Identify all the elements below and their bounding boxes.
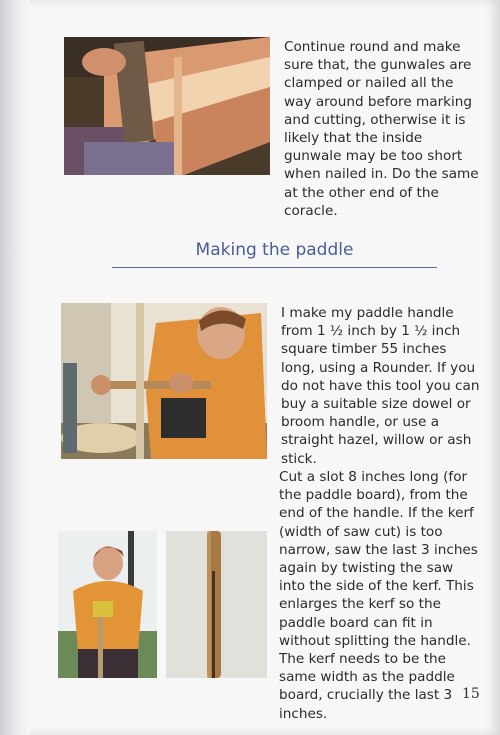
photo-sawing-slot (58, 531, 157, 678)
paragraph-handle: I make my paddle handle from 1 ½ inch by 1 ½ inch square timber 55 inches long, using a Rounder. If you do not have this tool you can buy a suitable size dowel or broom handle, or use a straight hazel, willow or ash stick. (281, 305, 480, 467)
photo-gunwale-clamping (64, 37, 270, 175)
section-heading: Making the paddle (195, 240, 354, 260)
paragraph-slot: Cut a slot 8 inches long (for the paddle board), from the end of the handle. If the kerf (width of saw cut) is too narrow, saw the last 3 inches again by twisting the saw into the side of the kerf. This enlarges the kerf so the paddle board can fit in without splitting the handle. The kerf needs to be the same width as the paddle board, crucially the last 3 inches. (279, 469, 478, 722)
page-spine-shadow (0, 0, 30, 735)
heading-rule (112, 267, 437, 268)
photo-slotted-handle (166, 531, 267, 678)
photo-rounder (61, 303, 267, 459)
paragraph-gunwales: Continue round and make sure that, the gunwales are clamped or nailed all the way around before marking and cutting, otherwise it is likely that the inside gunwale may be too short when nailed in. Do the same at the other end of the coracle. (284, 39, 479, 219)
page-number: 15 (462, 686, 480, 702)
